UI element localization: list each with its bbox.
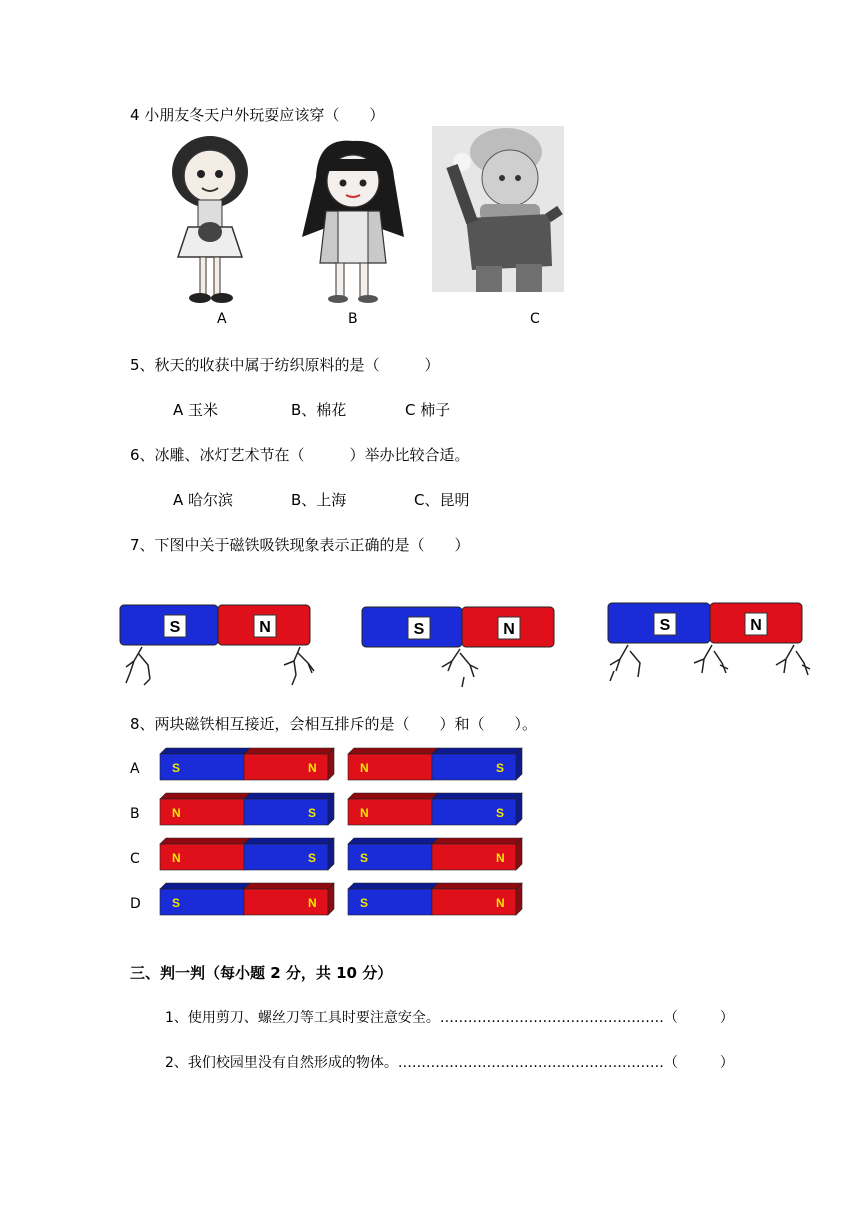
girl-in-dress-icon <box>160 132 260 307</box>
q8-row-a-magnet-2[interactable] <box>348 748 522 780</box>
iron-filings-icon <box>126 647 314 685</box>
child-in-winter-coat-icon <box>432 126 564 292</box>
q8-pole-label: S <box>172 761 181 775</box>
q8-pole-label: S <box>496 806 505 820</box>
section3-title: 三、判一判（每小题 2 分，共 10 分） <box>130 964 393 982</box>
q8-row-d-label[interactable]: D <box>130 896 141 912</box>
q8-pole-label: S <box>308 806 317 820</box>
q8-pole-label: N <box>360 806 369 820</box>
q8-pole-label: N <box>308 761 317 775</box>
q4-text: 4 小朋友冬天户外玩耍应该穿（ ） <box>130 106 385 124</box>
q8-row-b-label[interactable]: B <box>130 806 140 822</box>
q7-magnet-1-right-pole: N <box>259 619 271 636</box>
q8-pole-label: N <box>496 896 505 910</box>
q8-pole-label: S <box>360 896 369 910</box>
q8-pole-label: N <box>172 806 181 820</box>
q5-option-b[interactable]: B、棉花 <box>291 401 347 419</box>
q7-magnet-3-left-pole: S <box>659 617 671 634</box>
q8-pole-label: S <box>496 761 505 775</box>
q8-row-c-label[interactable]: C <box>130 851 140 867</box>
q8-pole-label: N <box>308 896 317 910</box>
q8-pole-label: N <box>496 851 505 865</box>
q7-magnet-1-left-pole: S <box>169 619 181 636</box>
q8-text: 8、两块磁铁相互接近，会相互排斥的是（ ）和（ ）。 <box>130 715 538 733</box>
q4-option-b[interactable]: B <box>348 311 358 327</box>
section3-item-1: 1、使用剪刀、螺丝刀等工具时要注意安全。…………………………………………（ ） <box>165 1010 734 1026</box>
q4-option-a[interactable]: A <box>217 311 227 327</box>
q5-option-c[interactable]: C 柿子 <box>405 401 451 419</box>
q8-pole-label: S <box>308 851 317 865</box>
q5-option-a[interactable]: A 玉米 <box>173 401 219 419</box>
q6-option-c[interactable]: C、昆明 <box>414 491 470 509</box>
q7-magnet-2[interactable] <box>362 607 554 687</box>
q8-row-a-magnet-1[interactable] <box>160 748 334 780</box>
q7-figure <box>100 595 820 695</box>
q6-text: 6、冰雕、冰灯艺术节在（ ）举办比较合适。 <box>130 446 470 464</box>
q6-option-a[interactable]: A 哈尔滨 <box>173 491 234 509</box>
q8-pole-label: N <box>172 851 181 865</box>
girl-in-jacket-icon <box>298 137 408 303</box>
q7-magnet-2-left-pole: S <box>413 621 425 638</box>
q7-text: 7、下图中关于磁铁吸铁现象表示正确的是（ ） <box>130 536 470 554</box>
q8-row-d-magnet-1[interactable] <box>160 883 334 915</box>
iron-filings-icon <box>610 645 810 681</box>
q8-row-b-magnet-1[interactable] <box>160 793 334 825</box>
q8-row-b-magnet-2[interactable] <box>348 793 522 825</box>
q5-text: 5、秋天的收获中属于纺织原料的是（ ） <box>130 356 440 374</box>
iron-filings-icon <box>442 649 478 687</box>
q7-magnet-3[interactable] <box>608 603 810 681</box>
q8-pole-label: N <box>360 761 369 775</box>
q8-pole-label: S <box>172 896 181 910</box>
q7-magnet-3-right-pole: N <box>750 617 762 634</box>
q8-row-a-label[interactable]: A <box>130 761 140 777</box>
q6-option-b[interactable]: B、上海 <box>291 491 347 509</box>
q8-row-d-magnet-2[interactable] <box>348 883 522 915</box>
q8-figure <box>158 748 538 928</box>
q8-row-c-magnet-2[interactable] <box>348 838 522 870</box>
q8-row-c-magnet-1[interactable] <box>160 838 334 870</box>
section3-item-2: 2、我们校园里没有自然形成的物体。…………………………………………………（ ） <box>165 1055 734 1071</box>
q4-option-c[interactable]: C <box>530 311 540 327</box>
q7-magnet-1[interactable] <box>120 605 314 685</box>
q8-pole-label: S <box>360 851 369 865</box>
q7-magnet-2-right-pole: N <box>503 621 515 638</box>
